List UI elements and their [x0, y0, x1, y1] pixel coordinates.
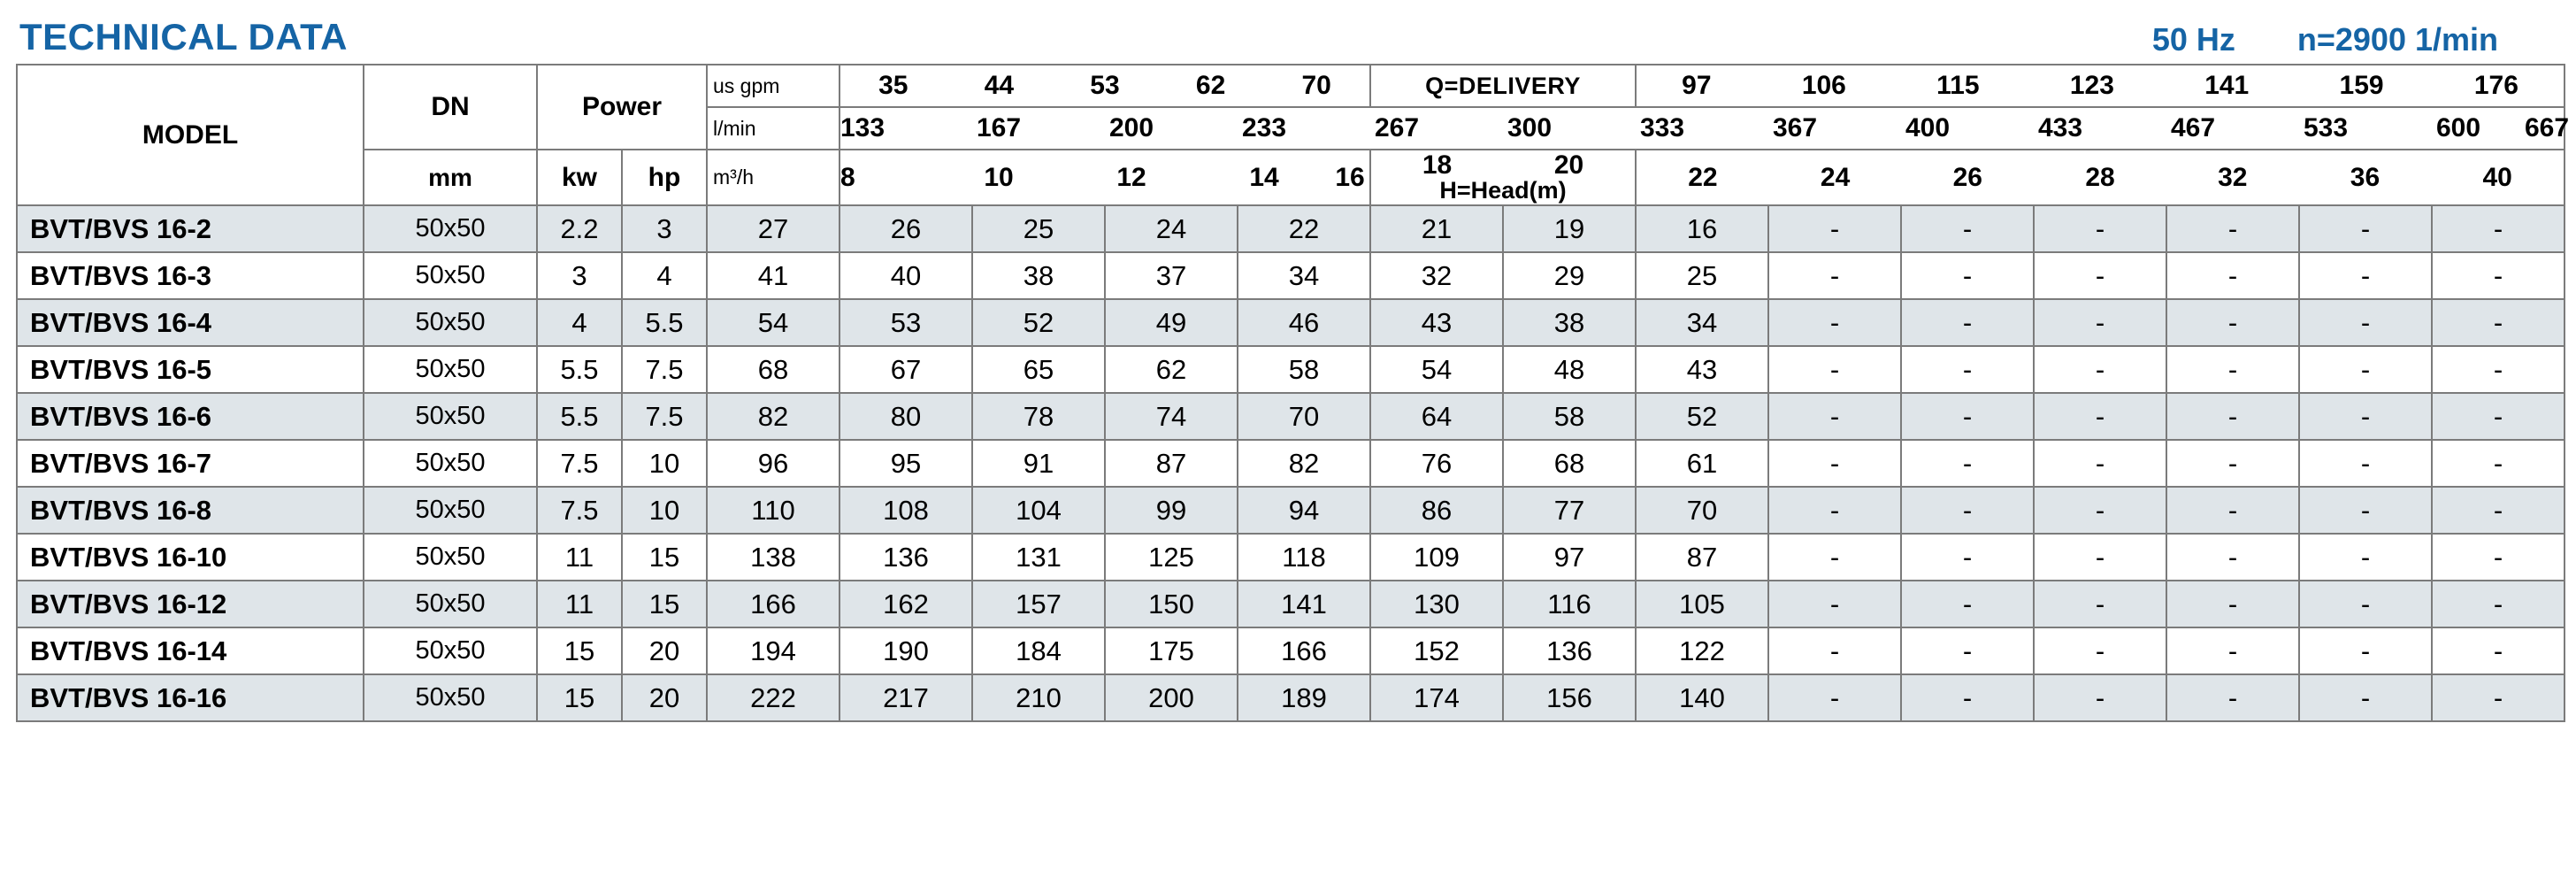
delivery-m3h-9: 26	[1952, 162, 1982, 192]
cell-head-value: 122	[1636, 627, 1768, 674]
cell-head-value: -	[2432, 393, 2564, 440]
cell-head-value: -	[2299, 346, 2432, 393]
cell-head-value: -	[2299, 393, 2432, 440]
cell-head-value: -	[1901, 252, 2034, 299]
cell-head-value: 68	[1503, 440, 1636, 487]
cell-head-value: 77	[1503, 487, 1636, 534]
cell-head-value: 105	[1636, 581, 1768, 627]
cell-head-value: -	[2166, 440, 2299, 487]
cell-model: BVT/BVS 16-14	[17, 627, 364, 674]
table-header-row-usgpm	[17, 65, 2564, 107]
col-header-power-kw: kw	[537, 150, 622, 205]
col-header-dn: DN	[364, 65, 537, 150]
delivery-m3h-4: 16	[1335, 162, 1365, 192]
delivery-usgpm-8: 106	[1801, 71, 1846, 100]
delivery-lmin-7: 367	[1772, 113, 1818, 142]
cell-head-value: -	[2034, 252, 2166, 299]
cell-head-value: 94	[1238, 487, 1370, 534]
cell-head-value: 61	[1636, 440, 1768, 487]
delivery-m3h-group-right	[1636, 150, 2564, 205]
cell-head-value: 48	[1503, 346, 1636, 393]
cell-head-value: 54	[707, 299, 840, 346]
cell-head-value: -	[2166, 534, 2299, 581]
delivery-usgpm-0: 35	[878, 71, 908, 100]
delivery-m3h-2: 12	[1116, 162, 1146, 192]
cell-head-value: -	[1901, 534, 2034, 581]
cell-head-value: -	[2432, 252, 2564, 299]
table-row	[17, 440, 2564, 487]
cell-dn: 50x50	[364, 299, 537, 346]
unit-label-m3h	[707, 150, 840, 205]
cell-power-hp: 10	[622, 487, 707, 534]
cell-head-value: -	[2166, 346, 2299, 393]
cell-head-value: -	[1901, 581, 2034, 627]
cell-power-hp: 4	[622, 252, 707, 299]
cell-head-value: 136	[840, 534, 972, 581]
cell-head-value: -	[2166, 252, 2299, 299]
cell-power-kw: 11	[537, 581, 622, 627]
cell-model: BVT/BVS 16-2	[17, 205, 364, 252]
cell-dn: 50x50	[364, 581, 537, 627]
cell-head-value: 25	[1636, 252, 1768, 299]
delivery-m3h-13: 40	[2482, 162, 2512, 192]
delivery-usgpm-2: 53	[1090, 71, 1120, 100]
cell-model: BVT/BVS 16-8	[17, 487, 364, 534]
cell-head-value: 76	[1370, 440, 1503, 487]
cell-head-value: -	[2034, 487, 2166, 534]
cell-head-value: 222	[707, 674, 840, 721]
cell-head-value: 110	[707, 487, 840, 534]
cell-power-hp: 20	[622, 674, 707, 721]
cell-power-hp: 15	[622, 534, 707, 581]
cell-head-value: 19	[1503, 205, 1636, 252]
table-row	[17, 627, 2564, 674]
table-row	[17, 393, 2564, 440]
cell-head-value: 37	[1105, 252, 1238, 299]
cell-head-value: -	[2034, 581, 2166, 627]
cell-head-value: -	[1768, 440, 1901, 487]
cell-dn: 50x50	[364, 487, 537, 534]
cell-head-value: 200	[1105, 674, 1238, 721]
cell-head-value: -	[2432, 581, 2564, 627]
delivery-m3h-6: 20	[1553, 150, 1584, 180]
table-row	[17, 487, 2564, 534]
cell-head-value: 67	[840, 346, 972, 393]
cell-head-value: 54	[1370, 346, 1503, 393]
cell-model: BVT/BVS 16-6	[17, 393, 364, 440]
col-header-power: Power	[537, 65, 707, 150]
unit-label-lmin	[707, 107, 840, 150]
cell-head-value: 217	[840, 674, 972, 721]
cell-head-value: -	[1901, 299, 2034, 346]
cell-power-hp: 7.5	[622, 346, 707, 393]
delivery-lmin-3: 233	[1241, 113, 1287, 142]
cell-head-value: -	[2299, 487, 2432, 534]
cell-head-value: 87	[1636, 534, 1768, 581]
delivery-m3h-3: 14	[1249, 162, 1279, 192]
cell-head-value: -	[2166, 205, 2299, 252]
cell-head-value: -	[1768, 393, 1901, 440]
cell-power-kw: 7.5	[537, 440, 622, 487]
table-row	[17, 581, 2564, 627]
cell-head-value: -	[1768, 674, 1901, 721]
cell-head-value: 138	[707, 534, 840, 581]
cell-head-value: -	[1901, 674, 2034, 721]
cell-head-value: 141	[1238, 581, 1370, 627]
frequency-label: 50 Hz	[2151, 21, 2235, 58]
delivery-usgpm-4: 70	[1301, 71, 1331, 100]
cell-head-value: 80	[840, 393, 972, 440]
delivery-lmin-8: 400	[1905, 113, 1951, 142]
cell-head-value: -	[1901, 205, 2034, 252]
cell-head-value: 68	[707, 346, 840, 393]
table-container	[0, 64, 2576, 722]
cell-head-value: 157	[972, 581, 1105, 627]
cell-head-value: -	[1901, 440, 2034, 487]
cell-power-kw: 2.2	[537, 205, 622, 252]
cell-head-value: -	[1768, 581, 1901, 627]
cell-head-value: -	[2166, 299, 2299, 346]
table-row	[17, 205, 2564, 252]
table-row	[17, 299, 2564, 346]
delivery-m3h-1: 10	[984, 162, 1014, 192]
head-title: H=Head(m)	[1439, 177, 1567, 204]
cell-head-value: 184	[972, 627, 1105, 674]
cell-model: BVT/BVS 16-10	[17, 534, 364, 581]
delivery-lmin-0: 133	[840, 113, 886, 142]
cell-head-value: 43	[1370, 299, 1503, 346]
delivery-lmin-4: 267	[1374, 113, 1420, 142]
cell-head-value: 65	[972, 346, 1105, 393]
unit-lmin-text: l/min	[713, 116, 756, 140]
delivery-m3h-5: 18	[1422, 150, 1453, 180]
cell-model: BVT/BVS 16-16	[17, 674, 364, 721]
cell-head-value: -	[1768, 487, 1901, 534]
unit-label-dn-mm: mm	[364, 150, 537, 205]
delivery-lmin-11: 533	[2303, 113, 2349, 142]
cell-head-value: 25	[972, 205, 1105, 252]
cell-head-value: 194	[707, 627, 840, 674]
cell-head-value: 104	[972, 487, 1105, 534]
cell-head-value: 118	[1238, 534, 1370, 581]
cell-head-value: -	[1768, 252, 1901, 299]
cell-head-value: 34	[1238, 252, 1370, 299]
technical-data-table	[16, 64, 2570, 722]
cell-head-value: -	[1768, 346, 1901, 393]
cell-head-value: -	[2166, 674, 2299, 721]
delivery-lmin-12: 600	[2435, 113, 2481, 142]
delivery-usgpm-group-left	[840, 65, 1370, 107]
cell-head-value: 166	[707, 581, 840, 627]
cell-head-value: -	[2034, 205, 2166, 252]
cell-head-value: 52	[1636, 393, 1768, 440]
cell-head-value: 174	[1370, 674, 1503, 721]
cell-head-value: 34	[1636, 299, 1768, 346]
cell-model: BVT/BVS 16-12	[17, 581, 364, 627]
delivery-usgpm-1: 44	[984, 71, 1015, 100]
delivery-lmin-2: 200	[1108, 113, 1154, 142]
delivery-usgpm-3: 62	[1195, 71, 1226, 100]
cell-power-kw: 5.5	[537, 393, 622, 440]
cell-head-value: 97	[1503, 534, 1636, 581]
cell-dn: 50x50	[364, 440, 537, 487]
cell-dn: 50x50	[364, 627, 537, 674]
cell-head-value: 22	[1238, 205, 1370, 252]
delivery-lmin-13: 667	[2525, 113, 2570, 142]
delivery-usgpm-12: 159	[2339, 71, 2384, 100]
cell-power-hp: 20	[622, 627, 707, 674]
cell-head-value: -	[1901, 487, 2034, 534]
cell-power-hp: 10	[622, 440, 707, 487]
col-header-model: MODEL	[17, 65, 364, 205]
table-header-row-m3h	[17, 150, 2564, 205]
delivery-usgpm-7: 97	[1682, 71, 1712, 100]
cell-head-value: -	[2299, 205, 2432, 252]
cell-head-value: 95	[840, 440, 972, 487]
speed-label: n=2900 1/min	[2296, 21, 2498, 58]
cell-head-value: 99	[1105, 487, 1238, 534]
cell-head-value: 190	[840, 627, 972, 674]
cell-head-value: 29	[1503, 252, 1636, 299]
cell-head-value: -	[2034, 299, 2166, 346]
cell-head-value: -	[1768, 205, 1901, 252]
table-row	[17, 674, 2564, 721]
cell-head-value: 38	[972, 252, 1105, 299]
table-row	[17, 534, 2564, 581]
cell-dn: 50x50	[364, 252, 537, 299]
cell-head-value: 175	[1105, 627, 1238, 674]
cell-head-value: 189	[1238, 674, 1370, 721]
cell-head-value: -	[1901, 627, 2034, 674]
cell-head-value: -	[2432, 674, 2564, 721]
cell-head-value: 166	[1238, 627, 1370, 674]
delivery-usgpm-11: 141	[2204, 71, 2250, 100]
table-row	[17, 252, 2564, 299]
delivery-m3h-group-left	[840, 150, 1370, 205]
cell-head-value: 24	[1105, 205, 1238, 252]
delivery-m3h-10: 28	[2085, 162, 2115, 192]
cell-head-value: 162	[840, 581, 972, 627]
cell-head-value: 27	[707, 205, 840, 252]
cell-head-value: 78	[972, 393, 1105, 440]
cell-head-value: -	[2299, 674, 2432, 721]
cell-head-value: -	[2299, 581, 2432, 627]
unit-m3h-text: m³/h	[713, 165, 754, 189]
cell-head-value: 74	[1105, 393, 1238, 440]
cell-head-value: -	[2166, 393, 2299, 440]
cell-head-value: 46	[1238, 299, 1370, 346]
cell-head-value: -	[2432, 299, 2564, 346]
cell-dn: 50x50	[364, 205, 537, 252]
cell-head-value: 109	[1370, 534, 1503, 581]
cell-power-hp: 3	[622, 205, 707, 252]
delivery-lmin-10: 467	[2170, 113, 2216, 142]
cell-head-value: -	[2299, 534, 2432, 581]
cell-power-kw: 15	[537, 674, 622, 721]
cell-head-value: 62	[1105, 346, 1238, 393]
cell-head-value: -	[2034, 674, 2166, 721]
cell-head-value: -	[2166, 487, 2299, 534]
delivery-title: Q=DELIVERY	[1425, 72, 1581, 99]
cell-head-value: -	[2432, 205, 2564, 252]
cell-dn: 50x50	[364, 346, 537, 393]
cell-head-value: 210	[972, 674, 1105, 721]
cell-head-value: -	[2432, 627, 2564, 674]
delivery-lmin-1: 167	[976, 113, 1022, 142]
page-header	[0, 0, 2576, 64]
cell-head-value: 32	[1370, 252, 1503, 299]
cell-power-kw: 3	[537, 252, 622, 299]
unit-label-usgpm	[707, 65, 840, 107]
cell-head-value: 156	[1503, 674, 1636, 721]
cell-dn: 50x50	[364, 393, 537, 440]
delivery-usgpm-13: 176	[2473, 71, 2518, 100]
delivery-lmin-5: 300	[1506, 113, 1552, 142]
delivery-lmin-group	[840, 107, 2570, 150]
page-title: TECHNICAL DATA	[19, 16, 348, 58]
cell-head-value: 53	[840, 299, 972, 346]
cell-head-value: 70	[1636, 487, 1768, 534]
cell-head-value: 96	[707, 440, 840, 487]
cell-head-value: -	[2166, 627, 2299, 674]
cell-head-value: 82	[1238, 440, 1370, 487]
cell-head-value: -	[2432, 534, 2564, 581]
cell-head-value: 43	[1636, 346, 1768, 393]
cell-head-value: 116	[1503, 581, 1636, 627]
cell-power-hp: 5.5	[622, 299, 707, 346]
cell-model: BVT/BVS 16-5	[17, 346, 364, 393]
head-title-cell	[1370, 150, 1636, 205]
cell-head-value: -	[1768, 299, 1901, 346]
cell-head-value: -	[2432, 440, 2564, 487]
delivery-m3h-12: 36	[2350, 162, 2380, 192]
cell-head-value: 136	[1503, 627, 1636, 674]
cell-dn: 50x50	[364, 674, 537, 721]
cell-power-kw: 5.5	[537, 346, 622, 393]
header-specs	[2152, 21, 2551, 58]
cell-head-value: -	[2299, 627, 2432, 674]
cell-head-value: 38	[1503, 299, 1636, 346]
cell-head-value: 26	[840, 205, 972, 252]
cell-head-value: 52	[972, 299, 1105, 346]
cell-power-hp: 7.5	[622, 393, 707, 440]
cell-power-kw: 7.5	[537, 487, 622, 534]
cell-head-value: 108	[840, 487, 972, 534]
delivery-m3h-7: 22	[1688, 162, 1718, 192]
table-row	[17, 346, 2564, 393]
cell-head-value: 130	[1370, 581, 1503, 627]
cell-head-value: 21	[1370, 205, 1503, 252]
cell-head-value: -	[1768, 534, 1901, 581]
cell-head-value: 150	[1105, 581, 1238, 627]
cell-head-value: 82	[707, 393, 840, 440]
cell-head-value: 40	[840, 252, 972, 299]
cell-head-value: 140	[1636, 674, 1768, 721]
cell-model: BVT/BVS 16-3	[17, 252, 364, 299]
cell-head-value: -	[2299, 440, 2432, 487]
delivery-m3h-11: 32	[2218, 162, 2248, 192]
cell-head-value: 125	[1105, 534, 1238, 581]
cell-head-value: -	[2299, 252, 2432, 299]
cell-head-value: 86	[1370, 487, 1503, 534]
cell-head-value: -	[1901, 393, 2034, 440]
cell-head-value: 91	[972, 440, 1105, 487]
cell-head-value: 70	[1238, 393, 1370, 440]
cell-head-value: -	[2432, 487, 2564, 534]
cell-head-value: -	[1768, 627, 1901, 674]
col-header-power-hp: hp	[622, 150, 707, 205]
cell-power-hp: 15	[622, 581, 707, 627]
unit-usgpm-text: us gpm	[713, 73, 780, 97]
cell-head-value: 58	[1238, 346, 1370, 393]
cell-head-value: -	[2034, 534, 2166, 581]
cell-head-value: 41	[707, 252, 840, 299]
cell-head-value: -	[2432, 346, 2564, 393]
delivery-m3h-8: 24	[1820, 162, 1851, 192]
cell-head-value: -	[2034, 627, 2166, 674]
delivery-lmin-6: 333	[1639, 113, 1685, 142]
cell-head-value: 58	[1503, 393, 1636, 440]
cell-head-value: 49	[1105, 299, 1238, 346]
cell-head-value: 87	[1105, 440, 1238, 487]
cell-model: BVT/BVS 16-7	[17, 440, 364, 487]
cell-head-value: 152	[1370, 627, 1503, 674]
cell-model: BVT/BVS 16-4	[17, 299, 364, 346]
cell-head-value: 16	[1636, 205, 1768, 252]
cell-head-value: 131	[972, 534, 1105, 581]
cell-head-value: -	[2034, 440, 2166, 487]
delivery-title-cell	[1370, 65, 1636, 107]
delivery-lmin-9: 433	[2037, 113, 2083, 142]
delivery-usgpm-9: 115	[1936, 71, 1980, 100]
cell-power-kw: 15	[537, 627, 622, 674]
cell-head-value: -	[2299, 299, 2432, 346]
delivery-m3h-0: 8	[840, 162, 855, 192]
cell-dn: 50x50	[364, 534, 537, 581]
cell-head-value: -	[2034, 346, 2166, 393]
cell-power-kw: 4	[537, 299, 622, 346]
cell-head-value: -	[2034, 393, 2166, 440]
delivery-usgpm-10: 123	[2069, 71, 2114, 100]
cell-head-value: -	[1901, 346, 2034, 393]
cell-head-value: -	[2166, 581, 2299, 627]
cell-power-kw: 11	[537, 534, 622, 581]
cell-head-value: 64	[1370, 393, 1503, 440]
delivery-usgpm-group-right	[1636, 65, 2564, 107]
